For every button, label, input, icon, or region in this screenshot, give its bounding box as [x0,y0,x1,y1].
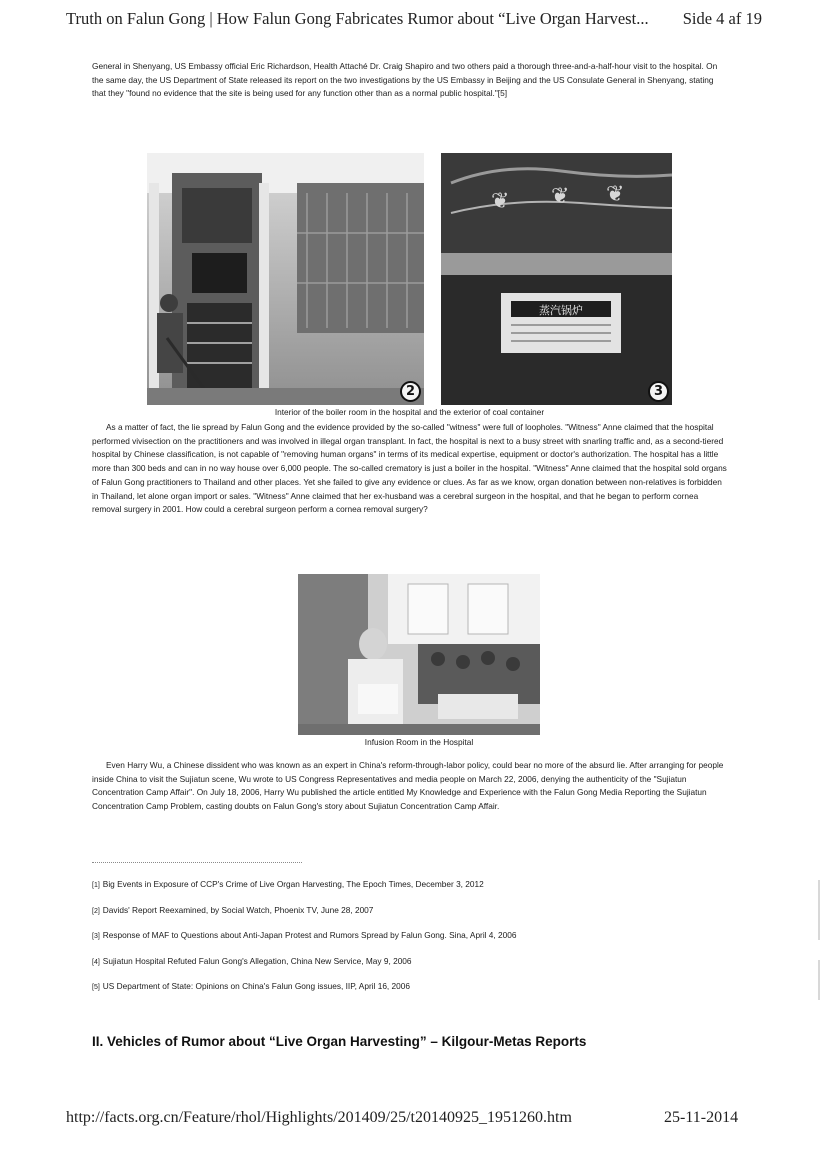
body-paragraph: Even Harry Wu, a Chinese dissident who was known as an expert in China's reform-through-labor policy, could bear no more of the absurd lie. After arranging for people inside China to visit the Sujiatun scene, Wu wrote to US Congress Representatives and media people on March 22, 2006, denying the authenticity of the "Sujiatun Concentration Camp Affair". On July 18, 2006, Harry Wu published the article entitled My Knowledge and Experience with the Falun Gong Media Reporting the Sujiatun Concentration Camp Problem, casting doubts on Falun Gong's story about Sujiatun Concentration Camp Affair. [92,760,724,812]
footnote-ref: [4] [92,959,100,966]
intro-paragraph: General in Shenyang, US Embassy official Eric Richardson, Health Attaché Dr. Craig Shapiro and two others paid a thorough three-and-a-half-hour visit to the hospital. On the same day, the US Department of State released its report on the two investigations by the US Embassy in Beijing and the US Consulate General in Shenyang, stating that they "found no evidence that the site is being used for any function other than as a normal public hospital."[5] [92,61,718,99]
footnote [92,879,484,889]
photo-number-badge: 3 [648,381,669,402]
footnote-text: Davids' Report Reexamined, by Social Watch, Phoenix TV, June 28, 2007 [102,905,374,915]
source-url: http://facts.org.cn/Feature/rhol/Highlights/201409/25/t20140925_1951260.htm [66,1109,572,1126]
footnote-text: US Department of State: Opinions on China's Falun Gong issues, IIP, April 16, 2006 [102,981,411,991]
footnote [92,956,412,966]
infusion-room-photo [298,574,540,735]
footnote [92,930,517,940]
svg-text:❦: ❦ [491,189,510,214]
footnote-ref: [5] [92,984,100,991]
footnote-text: Sujiatun Hospital Refuted Falun Gong's Allegation, China New Service, May 9, 2006 [102,956,412,966]
boiler-plate-label: 蒸汽锅炉 [539,304,583,317]
footnote-text: Response of MAF to Questions about Anti-Japan Protest and Rumors Spread by Falun Gong. Sina, April 4, 2006 [102,930,517,940]
svg-text:❦: ❦ [551,184,570,209]
document-title: Truth on Falun Gong | How Falun Gong Fabricates Rumor about “Live Organ Harvest... [66,9,649,28]
boiler-room-photo [147,153,424,405]
footnote-ref: [1] [92,882,100,889]
scan-edge-mark [818,960,820,1000]
footnote-ref: [2] [92,908,100,915]
body-paragraph: As a matter of fact, the lie spread by Falun Gong and the evidence provided by the so-called "witness" were full of loopholes. "Witness" Anne claimed that the hospital performed vivisection on the practitioners and was involved in illegal organ transplant. In fact, the hospital is next to a busy street with snarling traffic and, as a second-tiered hospital by Chinese classification, is not capable of "removing human organs" in terms of its medical expertise, equipment or doctor's authorization. The hospital has a little more than 300 beds and can in no way house over 6,000 people. The so-called crematory is just a boiler in the hospital. "Witness" Anne claimed that the hospital sold organs of Falun Gong practitioners to Thailand and other places. Yet she failed to give any evidence or clues. As far as we know, organ donation between non-relatives is forbidden in Thailand, let alone organ import or sales. "Witness" Anne claimed that her ex-husband was a cerebral surgeon in the hospital, and that he began to perform cornea removal surgery in 2001. How could a cerebral surgeon perform a cornea removal surgery? [92,422,727,515]
print-date: 25-11-2014 [664,1109,739,1126]
svg-text:❦: ❦ [606,182,625,207]
scan-edge-mark [818,880,820,940]
footnote-divider [92,862,302,863]
figure-caption: Infusion Room in the Hospital [364,737,474,747]
page-number: Side 4 af 19 [682,9,762,28]
coal-container-photo [441,153,672,405]
footnote [92,905,373,915]
footnote-ref: [3] [92,933,100,940]
page-header [66,9,766,29]
figure-caption: Interior of the boiler room in the hospital and the exterior of coal container [274,407,545,417]
footnote [92,981,410,991]
footnote-text: Big Events in Exposure of CCP's Crime of Live Organ Harvesting, The Epoch Times, December 3, 2012 [102,879,484,889]
section-heading: II. Vehicles of Rumor about “Live Organ Harvesting” – Kilgour-Metas Reports [92,1034,587,1049]
photo-number-badge: 2 [400,381,421,402]
